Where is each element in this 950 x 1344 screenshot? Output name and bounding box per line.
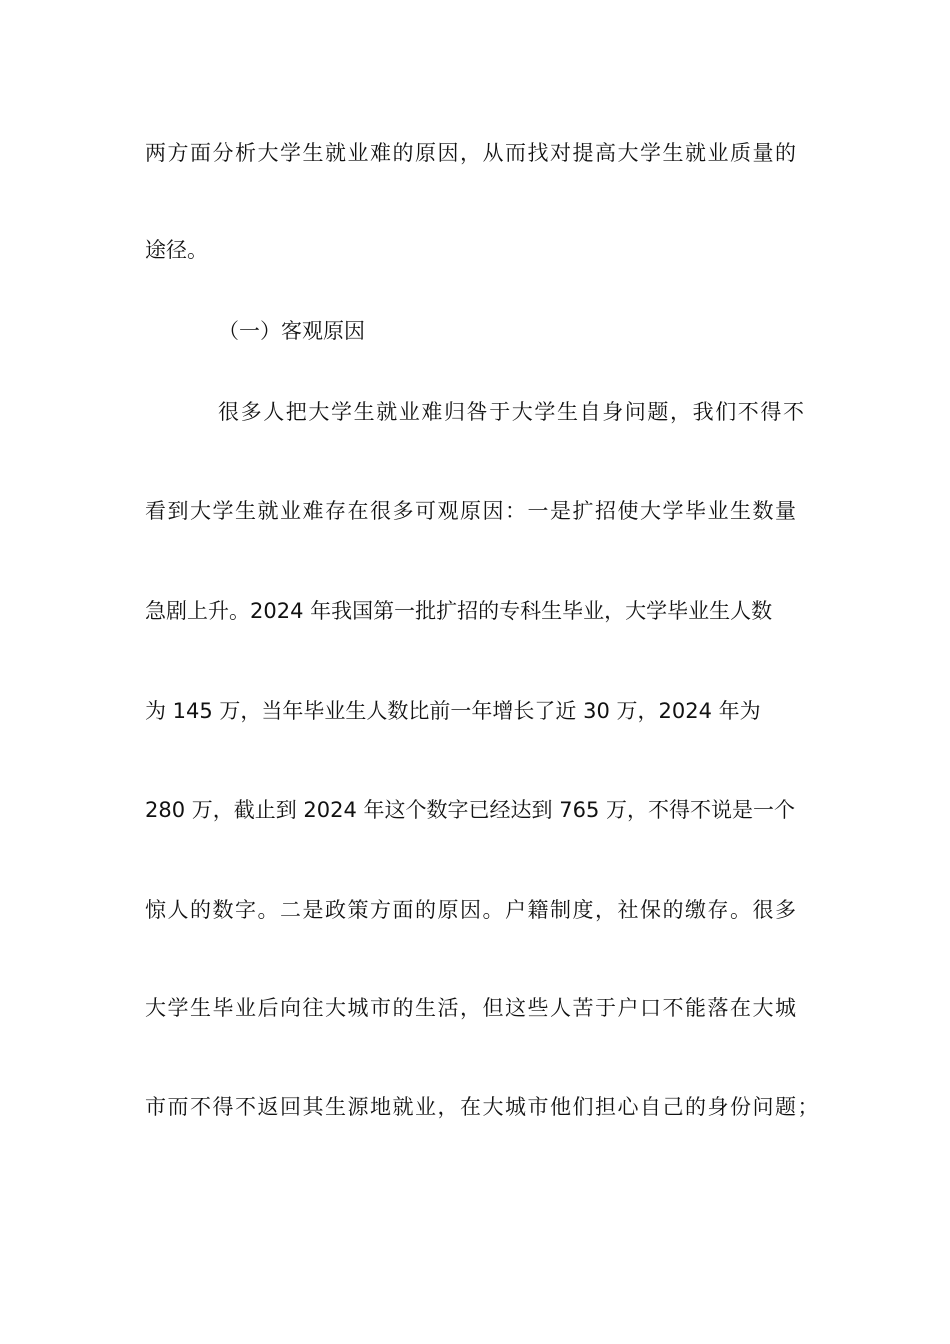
paragraph-line: 市而不得不返回其生源地就业，在大城市他们担心自己的身份问题；	[145, 1095, 820, 1119]
paragraph-line: 很多人把大学生就业难归咎于大学生自身问题，我们不得不	[218, 400, 806, 424]
section-heading: （一）客观原因	[218, 319, 365, 343]
paragraph-line: 大学生毕业后向往大城市的生活，但这些人苦于户口不能落在大城	[145, 996, 798, 1020]
paragraph-line: 两方面分析大学生就业难的原因，从而找对提高大学生就业质量的	[145, 141, 798, 165]
paragraph-line: 急剧上升。2024 年我国第一批扩招的专科生毕业，大学毕业生人数	[145, 599, 773, 623]
paragraph-line: 280 万，截止到 2024 年这个数字已经达到 765 万，不得不说是一个	[145, 798, 795, 822]
paragraph-line: 惊人的数字。二是政策方面的原因。户籍制度，社保的缴存。很多	[145, 898, 798, 922]
paragraph-line: 看到大学生就业难存在很多可观原因：一是扩招使大学毕业生数量	[145, 499, 798, 523]
paragraph-line: 途径。	[145, 238, 208, 262]
paragraph-line: 为 145 万，当年毕业生人数比前一年增长了近 30 万，2024 年为	[145, 699, 761, 723]
